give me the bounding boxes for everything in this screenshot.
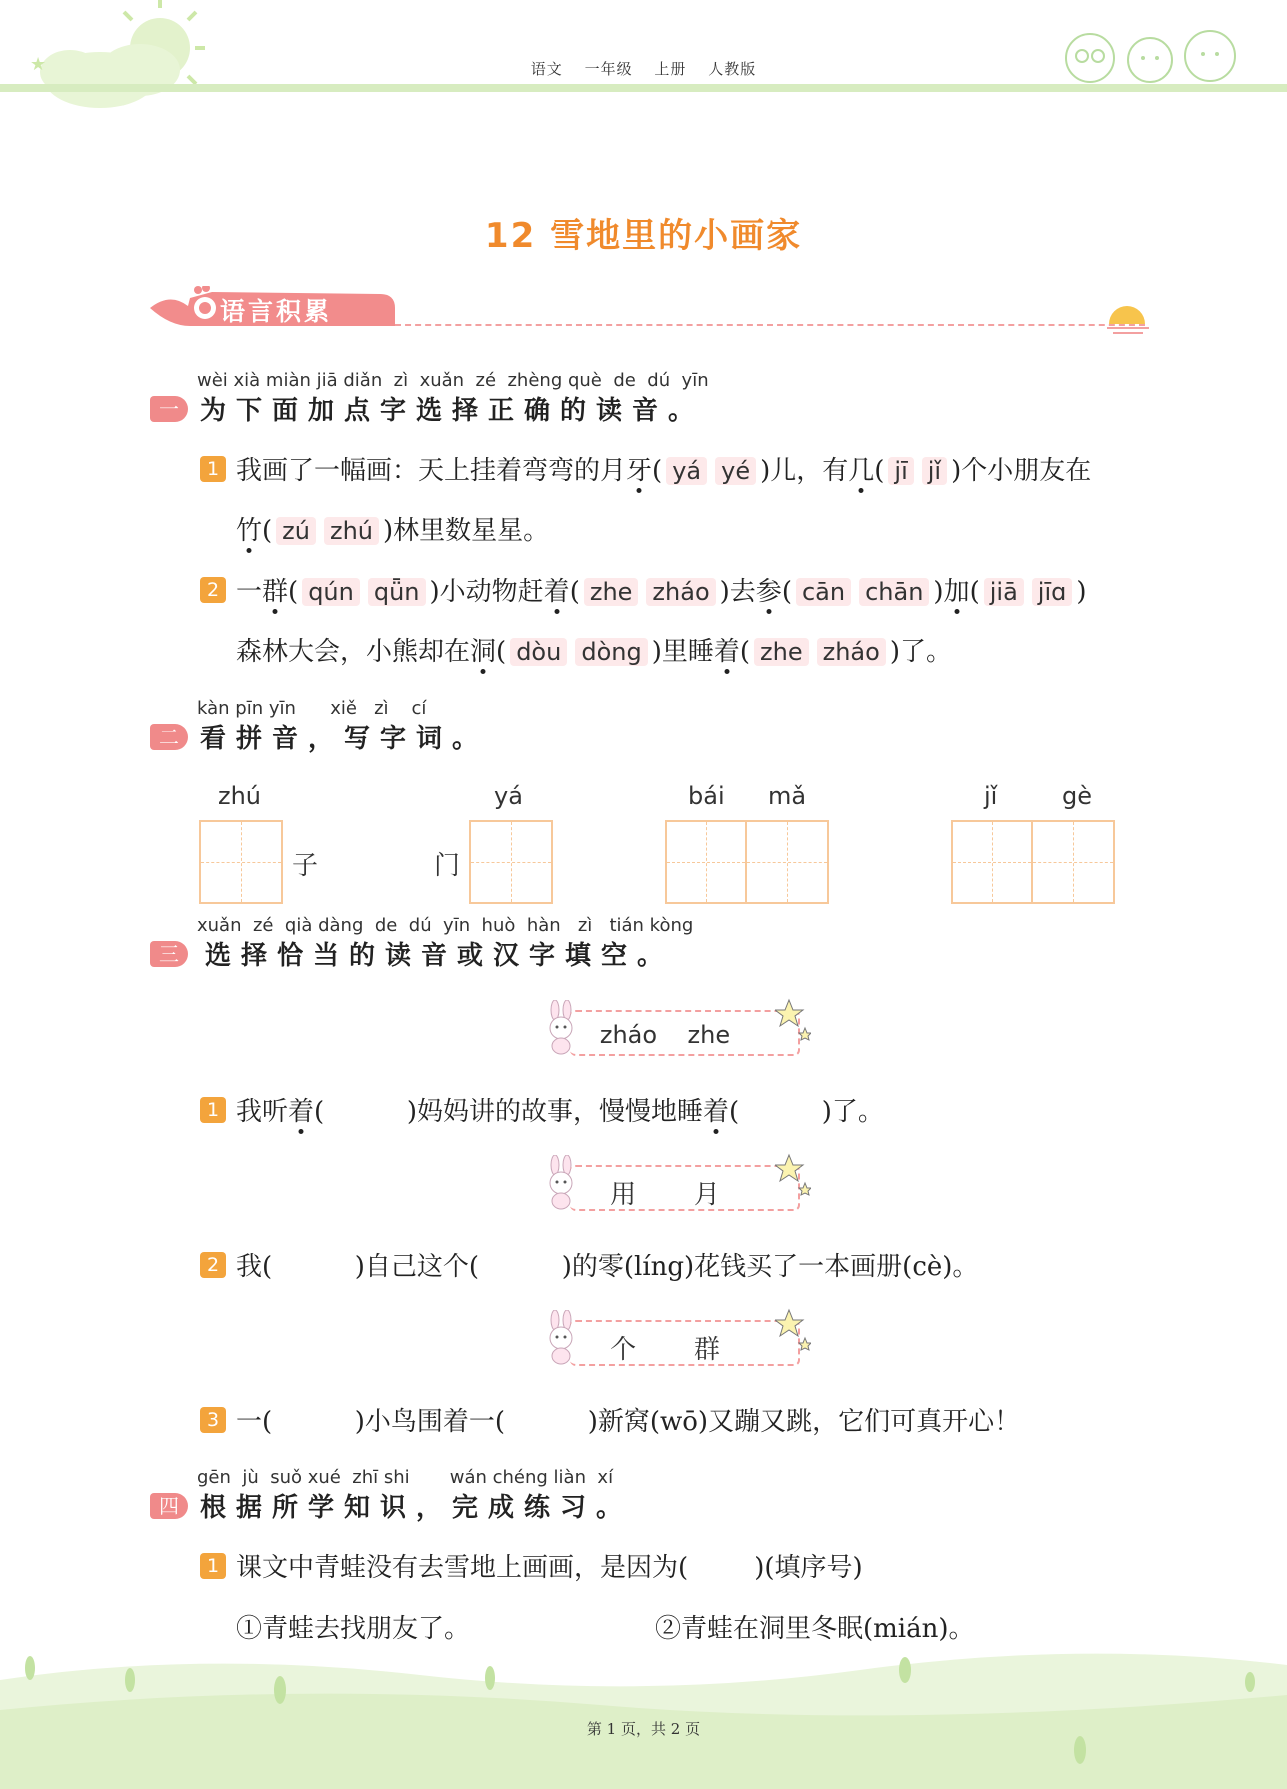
q4-text: 根据所学知识，完成练习。 <box>200 1493 633 1523</box>
q3-item2-text: 我( )自己这个( )的零(líng)花钱买了一本画册(cè)。 <box>236 1252 979 1282</box>
word4-pinyin1: jǐ <box>984 782 998 810</box>
q4-choice-b[interactable]: ②青蛙在洞里冬眠(mián)。 <box>655 1614 975 1644</box>
option-box-text: 用 月 <box>610 1180 720 1210</box>
word3-pinyin2: mǎ <box>768 782 807 810</box>
q1-text: 为下面加点字选择正确的读音。 <box>200 396 705 426</box>
q1-item1-number: 1 <box>200 456 226 482</box>
header-edition: 人教版 <box>708 60 757 78</box>
q1-item1-line2: 竹( zú zhú )林里数星星。 <box>236 510 549 547</box>
q1-item2-line1: 一群( qún qǖn )小动物赶着( zhe zháo )去参( cān chān )加( jiā jīɑ ) <box>236 571 1087 608</box>
q4-choice-a[interactable]: ①青蛙去找朋友了。 <box>236 1614 471 1644</box>
writing-grid[interactable] <box>951 820 1115 904</box>
header-volume: 上册 <box>654 60 687 78</box>
dotted-char: 着 <box>288 1091 314 1128</box>
header-subject: 语文 <box>530 60 563 78</box>
option[interactable]: zú <box>276 517 316 545</box>
page-number: 第 1 页，共 2 页 <box>586 1720 701 1738</box>
section-label: 语言积累 <box>220 297 333 326</box>
option[interactable]: zhe <box>584 578 639 606</box>
writing-grid[interactable] <box>199 820 283 904</box>
q2-badge: 二 <box>150 724 188 750</box>
option[interactable]: cān <box>796 578 851 606</box>
dotted-char: 几 <box>848 450 874 487</box>
option[interactable]: jiā <box>984 578 1024 606</box>
section-divider <box>395 324 1145 326</box>
word1-char: 子 <box>292 851 319 881</box>
option-box-text: zháo zhe <box>599 1021 731 1049</box>
option[interactable]: chān <box>859 578 929 606</box>
option[interactable]: jǐ <box>922 457 947 485</box>
word3-pinyin1: bái <box>688 782 725 810</box>
q3-badge: 三 <box>150 941 188 967</box>
star-icon <box>775 1308 811 1352</box>
option[interactable]: zhú <box>324 517 379 545</box>
option[interactable]: qún <box>302 578 360 606</box>
q3-item1-text: 我听着( )妈妈讲的故事，慢慢地睡着( )了。 <box>236 1091 884 1128</box>
header-info <box>0 58 1287 79</box>
word4-pinyin2: gè <box>1062 782 1092 810</box>
q3-pinyin: xuǎn zé qià dàng de dú yīn huò hàn zì tián kòng <box>197 915 694 936</box>
dotted-char: 着 <box>544 571 570 608</box>
hills-decoration <box>0 1640 1287 1789</box>
option[interactable]: jī <box>888 457 913 485</box>
writing-grid[interactable] <box>469 820 553 904</box>
dotted-char: 牙 <box>626 450 652 487</box>
q3-item2-number: 2 <box>200 1252 226 1278</box>
q3-text: 选择恰当的读音或汉字填空。 <box>205 941 674 971</box>
q1-item2-number: 2 <box>200 577 226 603</box>
q4-item1-number: 1 <box>200 1553 226 1579</box>
animal-heads-decoration <box>1055 20 1255 90</box>
q3-item3-text: 一( )小鸟围着一( )新窝(wō)又蹦又跳，它们可真开心！ <box>236 1407 1021 1437</box>
svg-text:★: ★ <box>30 54 47 75</box>
page-title: 12 雪地里的小画家 <box>484 216 803 256</box>
q2-text: 看拼音，写字词。 <box>200 724 489 754</box>
dotted-char: 洞 <box>470 631 496 668</box>
q3-item3-number: 3 <box>200 1407 226 1433</box>
word2-char: 门 <box>434 851 461 881</box>
option[interactable]: yé <box>715 457 756 485</box>
option[interactable]: jīɑ <box>1032 578 1073 606</box>
dotted-char: 群 <box>262 571 288 608</box>
dotted-char: 参 <box>756 571 782 608</box>
q3-item1-number: 1 <box>200 1097 226 1123</box>
option[interactable]: dòng <box>575 638 647 666</box>
header-grade: 一年级 <box>584 60 633 78</box>
q1-item1-line1: 我画了一幅画：天上挂着弯弯的月牙( yá yé )儿，有几( jī jǐ )个小朋友在 <box>236 450 1091 487</box>
q1-badge: 一 <box>150 396 188 422</box>
sunset-icon <box>1105 302 1150 338</box>
q2-pinyin: kàn pīn yīn xiě zì cí <box>197 698 427 719</box>
option[interactable]: dòu <box>510 638 567 666</box>
option[interactable]: zhe <box>754 638 809 666</box>
star-icon <box>775 998 811 1042</box>
word2-pinyin: yá <box>494 782 523 810</box>
dotted-char: 着 <box>703 1091 729 1128</box>
word1-pinyin: zhú <box>218 782 262 810</box>
option-box-text: 个 群 <box>610 1335 720 1365</box>
q4-pinyin: gēn jù suǒ xué zhī shi wán chéng liàn xí <box>197 1467 614 1488</box>
writing-grid[interactable] <box>665 820 829 904</box>
star-icon <box>775 1153 811 1197</box>
q4-badge: 四 <box>150 1493 188 1519</box>
dotted-char: 竹 <box>236 510 262 547</box>
option[interactable]: yá <box>666 457 707 485</box>
option[interactable]: zháo <box>817 638 886 666</box>
q1-item2-line2: 森林大会，小熊却在洞( dòu dòng )里睡着( zhe zháo )了。 <box>236 631 952 668</box>
q1-pinyin: wèi xià miàn jiā diǎn zì xuǎn zé zhèng què de dú yīn <box>197 370 709 391</box>
q4-item1-text: 课文中青蛙没有去雪地上画画，是因为( )(填序号) <box>236 1553 863 1583</box>
option[interactable]: zháo <box>646 578 715 606</box>
header-bar <box>0 84 1287 92</box>
dotted-char: 着 <box>714 631 740 668</box>
option[interactable]: qǖn <box>368 578 426 606</box>
dotted-char: 加 <box>944 571 970 608</box>
